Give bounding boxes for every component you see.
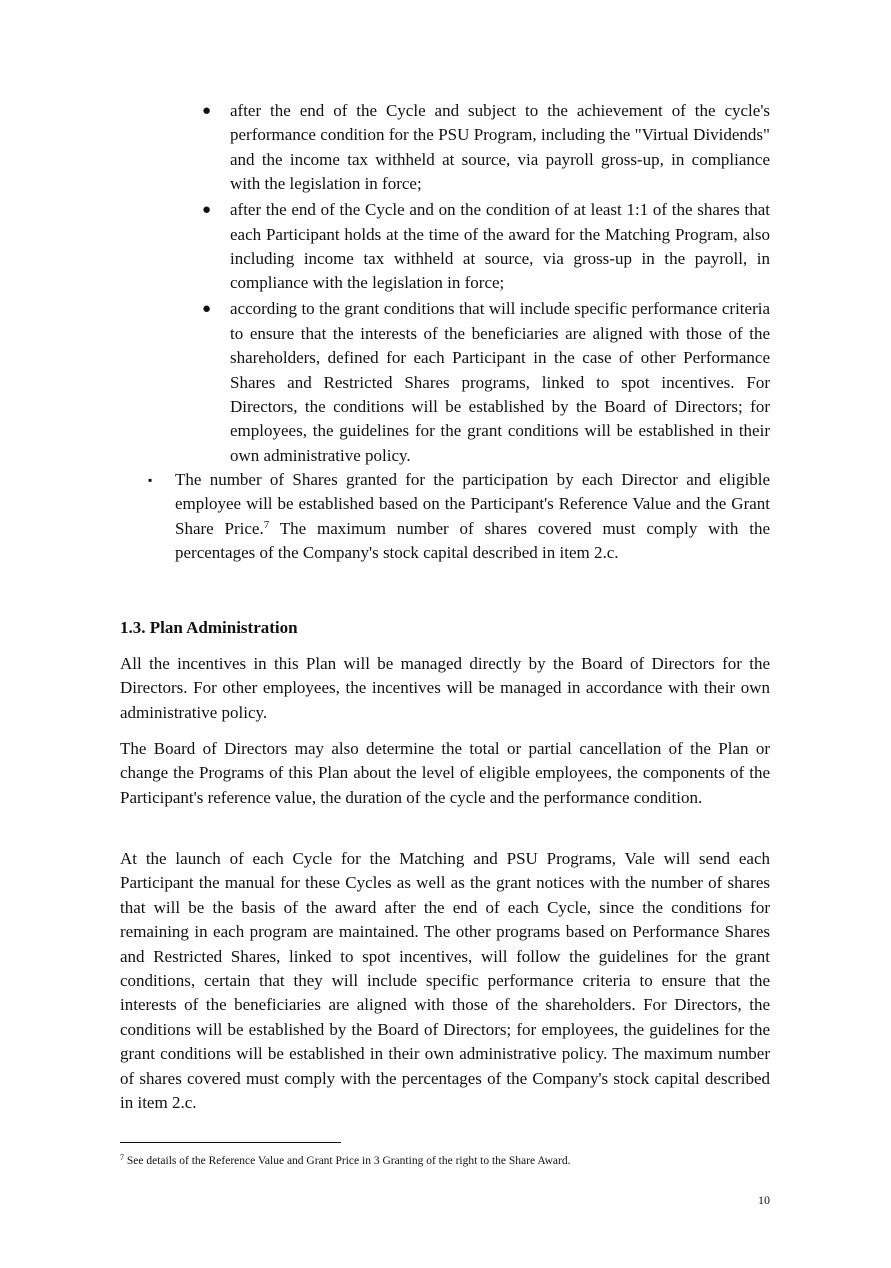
- square-bullet-text-start: The number of Shares granted for the participation by each Director and eligible employee will be established based on the Participant's Reference Value and the Grant Share Price.: [175, 470, 770, 538]
- paragraph: At the launch of each Cycle for the Matching and PSU Programs, Vale will send each Participant the manual for these Cycles as well as the grant notices with the number of shares that will be the basis of the award after the end of each Cycle, since the conditions for remaining in each program are maintained. The other programs based on Performance Shares and Restricted Shares, linked to spot incentives, will follow the guidelines for the grant conditions, certain that they will include specific performance criteria to ensure that the interests of the beneficiaries are aligned with those of the shareholders. For Directors, the conditions will be established by the Board of Directors; for employees, the guidelines for the grant conditions will be established in their own administrative policy. The maximum number of shares covered must comply with the percentages of the Company's stock capital described in item 2.c.: [120, 849, 770, 1113]
- bullet-icon: ●: [202, 103, 212, 119]
- list-item: [196, 198, 770, 296]
- bullet-icon: ●: [202, 301, 212, 318]
- square-bullet-text: [175, 468, 770, 566]
- footnote: [120, 1153, 770, 1169]
- square-bullet-icon: ▪: [148, 473, 153, 487]
- footnote-number: 7: [120, 1153, 124, 1162]
- footnote-divider: [120, 1142, 341, 1143]
- footnote-reference[interactable]: 7: [263, 518, 270, 531]
- sub-bullet-list: [196, 99, 770, 470]
- list-item-text: after the end of the Cycle and on the condition of at least 1:1 of the shares that each Participant holds at the time of the award for the Matching Program, also including income tax withheld at source, via gross-up in the payroll, in compliance with the legislation in force;: [230, 200, 770, 293]
- list-item-text: according to the grant conditions that will include specific performance criteria to ensure that the interests of the beneficiaries are aligned with those of the shareholders, defined for each Participant in the case of other Performance Shares and Restricted Shares programs, linked to spot incentives. For Directors, the conditions will be established by the Board of Directors; for employees, the guidelines for the grant conditions will be established in their own administrative policy.: [230, 299, 770, 465]
- bullet-icon: ●: [202, 202, 212, 219]
- list-item: [196, 297, 770, 468]
- square-bullet-text-end: The maximum number of shares covered must comply with the percentages of the Company's stock capital described in item 2.c.: [175, 518, 770, 563]
- list-item-text: after the end of the Cycle and subject to the achievement of the cycle's performance condition for the PSU Program, including the "Virtual Dividends" and the income tax withheld at source, via payroll gross-up, in compliance with the legislation in force;: [230, 101, 770, 194]
- paragraph: The Board of Directors may also determine the total or partial cancellation of the Plan or change the Programs of this Plan about the level of eligible employees, the components of the Participant's reference value, the duration of the cycle and the performance condition.: [120, 739, 770, 807]
- page-number: 10: [758, 1193, 770, 1207]
- list-item: [196, 99, 770, 197]
- square-bullet-item: [140, 468, 770, 566]
- section-heading: 1.3. Plan Administration: [120, 618, 298, 637]
- footnote-text: See details of the Reference Value and Grant Price in 3 Granting of the right to the Share Award.: [124, 1155, 571, 1167]
- paragraph: All the incentives in this Plan will be managed directly by the Board of Directors for the Directors. For other employees, the incentives will be managed in accordance with their own administrative policy.: [120, 654, 770, 722]
